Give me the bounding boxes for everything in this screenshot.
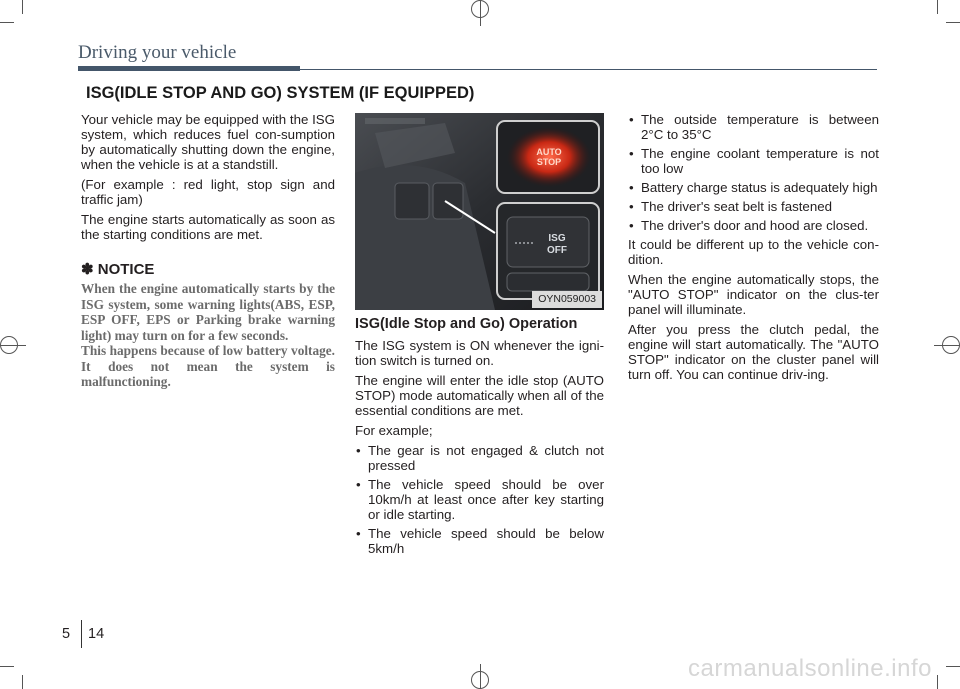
list-item-text: The vehicle speed should be over 10km/h at least once after key starting or idle starting.: [368, 477, 604, 522]
list-item-text: The engine coolant temperature is not too low: [641, 146, 879, 176]
list-item: [628, 218, 879, 233]
crop-mark: [480, 664, 481, 689]
page-number-divider: [81, 620, 82, 648]
list-item: [355, 526, 604, 556]
column-right: [628, 112, 879, 387]
list-item: [628, 180, 879, 195]
crop-mark: [0, 666, 14, 667]
crop-mark: [946, 666, 960, 667]
condition-list: [628, 112, 879, 233]
column-left: [81, 112, 335, 390]
header-rule-thick: [78, 66, 300, 71]
auto-stop-indicator-line1: AUTO: [536, 147, 562, 157]
bullet-icon: •: [629, 112, 634, 127]
operation-heading: ISG(Idle Stop and Go) Operation: [355, 316, 578, 332]
bullet-icon: •: [356, 526, 361, 541]
list-item: [628, 112, 879, 142]
notice-text: When the engine automatically starts by the ISG system, some warning lights(ABS, ESP, ESP OFF, EPS or Parking brake warning light) may turn on for a few seconds.: [81, 281, 335, 343]
header-rule-thin: [300, 69, 877, 70]
notice-heading: [81, 262, 335, 277]
isg-off-button-line2: OFF: [547, 245, 567, 256]
notice-title: NOTICE: [97, 261, 155, 278]
list-item: [628, 146, 879, 176]
crop-mark: [0, 345, 26, 346]
operation-paragraph: The engine will enter the idle stop (AUTO STOP) mode automatically when all of the essential conditions are met.: [355, 373, 604, 418]
crop-mark: [946, 22, 960, 23]
crop-mark: [934, 345, 960, 346]
page-number: 14: [88, 626, 105, 642]
dashboard-illustration: [355, 113, 604, 310]
bullet-icon: •: [629, 218, 634, 233]
page-title: ISG(IDLE STOP AND GO) SYSTEM (IF EQUIPPED): [86, 84, 475, 102]
list-item: [355, 477, 604, 522]
bullet-icon: •: [356, 443, 361, 458]
crop-mark: [22, 675, 23, 689]
watermark: carmanualsonline.info: [688, 655, 932, 682]
notice-text: This happens because of low battery voltage. It does not mean the system is malfunctioning.: [81, 343, 335, 389]
column-middle: [355, 113, 604, 560]
list-item-text: The driver's door and hood are closed.: [641, 218, 869, 233]
auto-stop-indicator-line2: STOP: [536, 157, 562, 167]
list-item-text: The gear is not engaged & clutch not pressed: [368, 443, 604, 473]
crop-mark: [0, 22, 14, 23]
operation-paragraph: For example;: [355, 423, 433, 438]
isg-off-button-line1: ISG: [548, 233, 566, 244]
auto-stop-paragraph: When the engine automatically stops, the "AUTO STOP" indicator on the clus-ter panel will illuminate.: [628, 272, 879, 317]
notice-icon: ✽: [81, 261, 94, 278]
list-item-text: The driver's seat belt is fastened: [641, 199, 833, 214]
chapter-number: 5: [62, 626, 71, 642]
bullet-icon: •: [629, 180, 634, 195]
bullet-icon: •: [629, 146, 634, 161]
auto-start-paragraph: The engine starts automatically as soon as the starting conditions are met.: [81, 212, 335, 242]
list-item: [628, 199, 879, 214]
list-item-text: The outside temperature is between 2°C to 35°C: [641, 112, 879, 142]
operation-paragraph: The ISG system is ON whenever the igni-tion switch is turned on.: [355, 338, 604, 368]
example-paragraph: (For example : red light, stop sign and traffic jam): [81, 177, 335, 207]
crop-mark: [480, 0, 481, 26]
list-item-text: Battery charge status is adequately high: [641, 180, 878, 195]
bullet-icon: •: [356, 477, 361, 492]
condition-list: [355, 443, 604, 556]
figure-code: OYN059003: [532, 291, 602, 308]
condition-note: It could be different up to the vehicle con-dition.: [628, 237, 879, 267]
section-header: Driving your vehicle: [78, 42, 237, 63]
list-item-text: The vehicle speed should be below 5km/h: [368, 526, 604, 556]
crop-mark: [937, 675, 938, 689]
list-item: [355, 443, 604, 473]
restart-paragraph: After you press the clutch pedal, the engine will start automatically. The "AUTO STOP" indicator on the cluster panel will turn off. You can continue driv-ing.: [628, 322, 879, 382]
crop-mark: [22, 0, 23, 14]
crop-mark: [937, 0, 938, 14]
intro-paragraph: Your vehicle may be equipped with the ISG system, which reduces fuel con-sumption by automatically shutting down the engine, when the vehicle is at a standstill.: [81, 112, 335, 172]
isg-switch-figure: [355, 113, 604, 310]
bullet-icon: •: [629, 199, 634, 214]
